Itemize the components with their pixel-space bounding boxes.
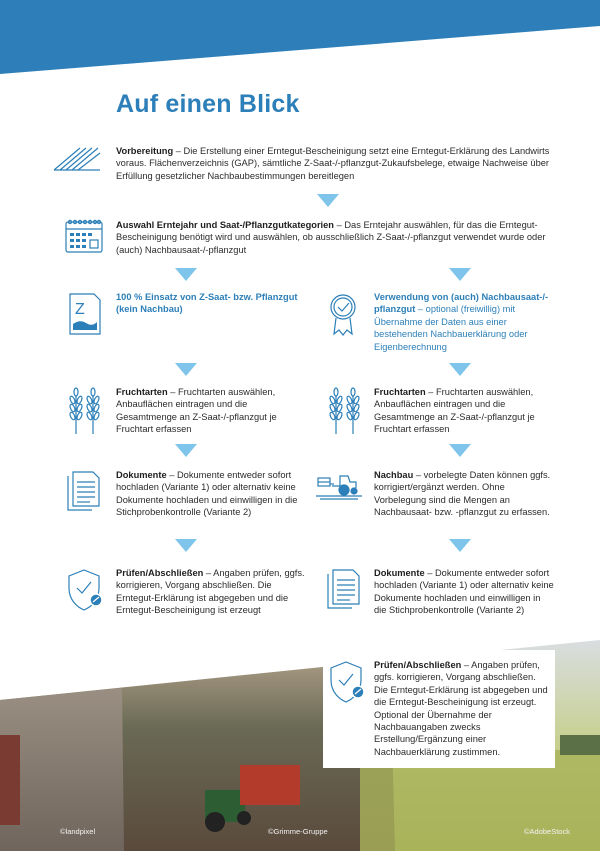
right-nachbau-daten-heading: Nachbau bbox=[374, 470, 414, 480]
left-dokumente bbox=[116, 469, 308, 519]
right-pruefen-heading: Prüfen/Abschließen bbox=[374, 660, 462, 670]
left-pruefen bbox=[116, 567, 306, 617]
right-nachbau-daten-text: – vorbelegte Daten können ggfs. korrigiert/ergänzt werden. Ohne Vorbelegung sind die Mengen an Nachbausaat- bzw. -pflanzgut zu erfassen. bbox=[374, 470, 551, 518]
step-auswahl-text: – Das Erntejahr auswählen, für das die Erntegut-Bescheinigung benötigt wird und auswählen, ob ausschließlich Z-Saat-/-pflanzgut verwendet wurde oder (auch) Nachbausaat-/-pflanzgut bbox=[116, 220, 546, 255]
right-pruefen bbox=[374, 659, 552, 758]
arrow-down-icon bbox=[449, 539, 471, 552]
right-nachbau-daten bbox=[374, 469, 554, 519]
page-title: Auf einen Blick bbox=[116, 90, 300, 118]
left-fruchtarten bbox=[116, 386, 304, 436]
left-fruchtarten-heading: Fruchtarten bbox=[116, 387, 168, 397]
right-pruefen-text: – Angaben prüfen, ggfs. korrigieren, Vorgang abschließen. Die Erntegut-Erklärung ist abgegeben und die Erntegut-Bescheinigung ist erzeugt. Optional der Übernahme der Nachbauangaben zwecks Erstellung/Ergänzung einer Nachbauerklärung zustimmen. bbox=[374, 660, 548, 757]
step-auswahl-heading: Auswahl Erntejahr und Saat-/Pflanzgutkategorien bbox=[116, 220, 334, 230]
step-auswahl bbox=[116, 219, 566, 256]
z-saat-document-icon bbox=[66, 292, 102, 336]
arrow-down-icon bbox=[449, 363, 471, 376]
step-vorbereitung bbox=[116, 145, 566, 182]
calendar-icon bbox=[64, 218, 104, 254]
left-dokumente-heading: Dokumente bbox=[116, 470, 167, 480]
step-vorbereitung-text: – Die Erstellung einer Erntegut-Bescheinigung setzt eine Erntegut-Erklärung des Landwirts voraus. Flächenverzeichnis (GAP), sämtliche Z-Saat-/-pflanzgut-Zukaufsbelege, etwaige Nachweise über Erfüllung gesetzlicher Nachbaubestimmungen bereitlegen bbox=[116, 146, 550, 181]
photo-credit-middle: ©Grimme-Gruppe bbox=[268, 827, 328, 836]
right-nachbau-heading: Verwendung von (auch) Nachbausaat-/-pflanzgut bbox=[374, 292, 549, 315]
right-fruchtarten-text: – Fruchtarten auswählen, Anbauflächen eintragen und die Gesamtmenge an Z-Saat-/-pflanzgut je Fruchtart erfassen bbox=[374, 387, 535, 435]
arrow-down-icon bbox=[175, 444, 197, 457]
left-pruefen-text: – Angaben prüfen, ggfs. korrigieren, Vorgang abschließen. Die Erntegut-Erklärung ist abgegeben und die Erntegut-Bescheinigung ist erzeugt bbox=[116, 568, 305, 616]
arrow-down-icon bbox=[449, 444, 471, 457]
photo-credit-left: ©landpixel bbox=[60, 827, 96, 836]
field-rows-icon bbox=[52, 144, 102, 172]
wheat-icon bbox=[66, 386, 104, 436]
right-fruchtarten-heading: Fruchtarten bbox=[374, 387, 426, 397]
arrow-down-icon bbox=[175, 363, 197, 376]
right-dokumente bbox=[374, 567, 554, 617]
photo-credit-right: ©AdobeStock bbox=[524, 827, 570, 836]
documents-icon bbox=[66, 470, 102, 514]
arrow-down-icon bbox=[449, 268, 471, 281]
svg-text:Z: Z bbox=[75, 301, 85, 318]
right-dokumente-text: – Dokumente entweder sofort hochladen (Variante 1) oder alternativ keine Dokumente hochladen und einwilligen in die Stichprobenkontrolle (Variante 2) bbox=[374, 568, 554, 616]
documents-icon bbox=[326, 568, 362, 612]
right-fruchtarten bbox=[374, 386, 554, 436]
right-nachbau-text: – optional (freiwillig) mit Übernahme der Daten aus einer bestehenden Nachbauerklärung oder Eigenberechnung bbox=[374, 304, 528, 352]
left-dokumente-text: – Dokumente entweder sofort hochladen (Variante 1) oder alternativ keine Dokumente hochladen und einwilligen in die Stichprobenkontrolle (Variante 2) bbox=[116, 470, 298, 518]
arrow-down-icon bbox=[175, 268, 197, 281]
left-z-saat-heading: 100 % Einsatz von Z-Saat- bzw. Pflanzgut (kein Nachbau) bbox=[116, 292, 298, 315]
arrow-down-icon bbox=[317, 194, 339, 207]
left-pruefen-heading: Prüfen/Abschließen bbox=[116, 568, 204, 578]
wheat-icon bbox=[326, 386, 364, 436]
shield-check-icon bbox=[66, 568, 106, 612]
step-vorbereitung-heading: Vorbereitung bbox=[116, 146, 174, 156]
left-z-saat bbox=[116, 291, 306, 316]
header-banner bbox=[0, 0, 600, 80]
badge-check-icon bbox=[328, 292, 358, 338]
arrow-down-icon bbox=[175, 539, 197, 552]
left-fruchtarten-text: – Fruchtarten auswählen, Anbauflächen eintragen und die Gesamtmenge an Z-Saat-/-pflanzgut je Fruchtart erfassen bbox=[116, 387, 277, 435]
right-dokumente-heading: Dokumente bbox=[374, 568, 425, 578]
tractor-icon bbox=[316, 470, 362, 500]
right-nachbau-option bbox=[374, 291, 554, 353]
shield-check-icon bbox=[328, 660, 368, 704]
